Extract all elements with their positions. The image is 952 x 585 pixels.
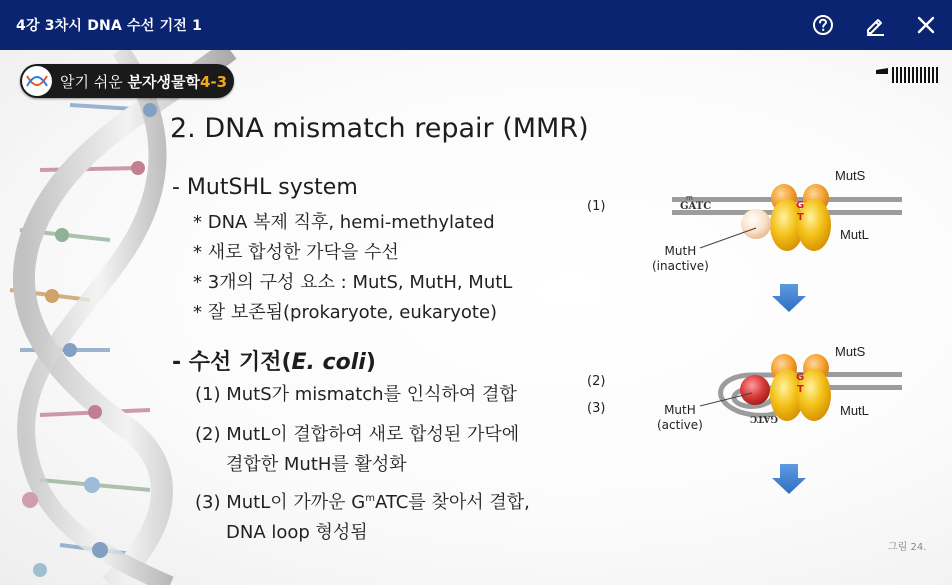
mismatch-t-label: T xyxy=(797,212,804,223)
window-title: 4강 3차시 DNA 수선 기전 1 xyxy=(16,18,203,34)
close-icon xyxy=(916,15,936,35)
methyl-mark: m xyxy=(686,194,693,202)
mismatch-t-label: T xyxy=(797,384,804,395)
muth-inactive-protein xyxy=(741,209,771,239)
mechanism-step: (2) MutL이 결합하여 새로 합성된 가닥에 xyxy=(195,424,520,445)
help-button[interactable] xyxy=(807,9,839,41)
muth-active-protein xyxy=(740,375,770,405)
section-title-mutshl: - MutSHL system xyxy=(172,175,358,200)
slide-heading: 2. DNA mismatch repair (MMR) xyxy=(170,113,589,144)
panel-2-dna-loop xyxy=(700,354,902,423)
bullet-item: * 3개의 구성 요소 : MutS, MutH, MutL xyxy=(193,272,513,293)
title-bar xyxy=(0,0,952,50)
mismatch-g-label: G xyxy=(796,372,805,383)
muth-active-label: MutH (active) xyxy=(657,403,703,432)
mismatch-g-label: G xyxy=(796,200,805,211)
gatc-site-label: GATC xyxy=(680,201,712,212)
figure-label: 그림 24. xyxy=(888,542,927,553)
diagram-step-label: (1) xyxy=(587,199,606,214)
mechanism-step: (3) MutL이 가까운 $G^mATC$를 찾아서 결합, xyxy=(195,492,530,513)
gatc-loop-label: GATC xyxy=(749,413,778,423)
brand-text: 알기 쉬운 분자생물학4-3 xyxy=(60,73,228,91)
diagram-step-label: (3) xyxy=(587,401,606,416)
help-icon xyxy=(812,14,834,36)
bullet-item: * 새로 합성한 가닥을 수선 xyxy=(193,242,399,263)
mutl-label: MutL xyxy=(840,403,869,418)
edit-icon xyxy=(864,14,886,36)
down-arrow-icon xyxy=(772,464,806,494)
diagram-step-label: (2) xyxy=(587,374,606,389)
slide-canvas xyxy=(0,50,952,585)
section-title-repair-mechanism: - 수선 기전(E. coli) xyxy=(172,350,376,375)
mechanism-step: (1) MutS가 mismatch를 인식하여 결합 xyxy=(195,384,517,405)
mechanism-step: DNA loop 형성됨 xyxy=(226,522,368,543)
muts-label: MutS xyxy=(835,168,866,183)
muts-label: MutS xyxy=(835,344,866,359)
bullet-item: * DNA 복제 직후, hemi-methylated xyxy=(193,212,495,233)
bullet-item: * 잘 보존됨(prokaryote, eukaryote) xyxy=(193,302,498,323)
edit-button[interactable] xyxy=(859,9,891,41)
mmr-diagram xyxy=(0,50,952,585)
muth-inactive-label: MutH (inactive) xyxy=(652,244,709,273)
down-arrow-icon xyxy=(772,284,806,312)
mechanism-step: 결합한 MutH를 활성화 xyxy=(226,454,407,475)
close-button[interactable] xyxy=(910,9,942,41)
mutl-label: MutL xyxy=(840,227,869,242)
